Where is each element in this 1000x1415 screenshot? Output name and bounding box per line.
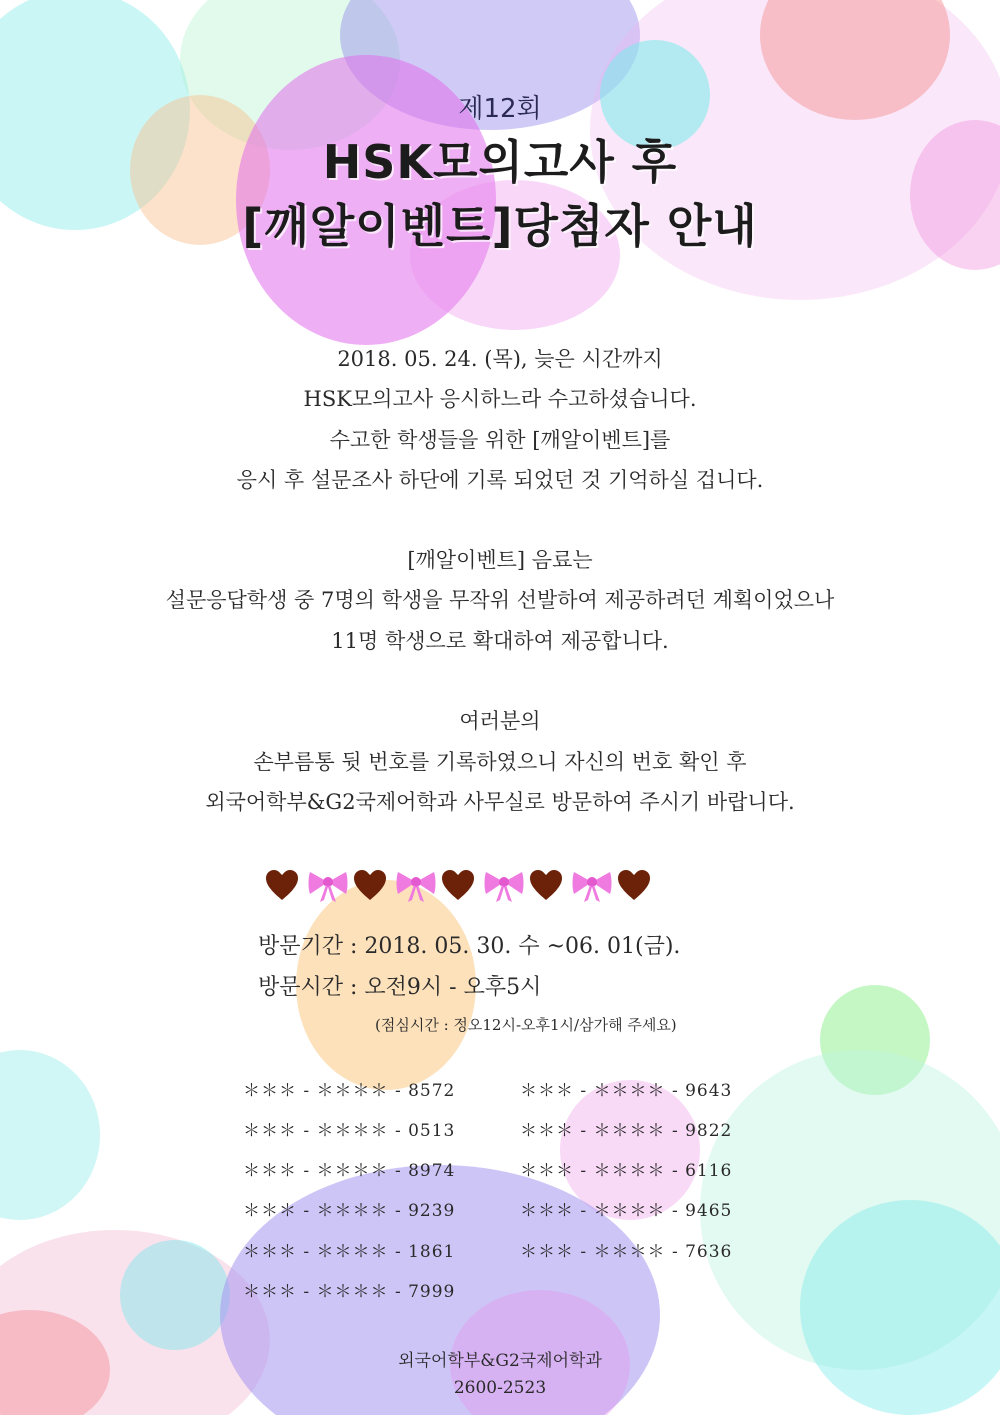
body-line: HSK모의고사 응시하느라 수고하셨습니다. <box>303 387 697 411</box>
visit-period: 방문기간 : 2018. 05. 30. 수 ~06. 01(금). <box>258 934 681 959</box>
winner-number: ＊＊＊ - ＊＊＊＊ - 7999 <box>243 1282 456 1302</box>
winner-number: ＊＊＊ - ＊＊＊＊ - 1861 <box>243 1242 456 1262</box>
body-line: [깨알이벤트] 음료는 <box>407 548 593 572</box>
body-line: 여러분의 <box>459 709 541 733</box>
winner-number: ＊＊＊ - ＊＊＊＊ - 8974 <box>243 1161 456 1181</box>
ribbon-icon <box>573 872 612 902</box>
heart-icon <box>530 870 562 900</box>
body-line: 수고한 학생들을 위한 [깨알이벤트]를 <box>329 428 671 452</box>
lunch-notice: (점심시간 : 정오12시-오후1시/삼가해 주세요) <box>375 1016 677 1034</box>
body-line: 응시 후 설문조사 하단에 기록 되었던 것 기억하실 겁니다. <box>236 468 764 492</box>
footer-phone: 2600-2523 <box>453 1378 547 1398</box>
heart-icon <box>442 870 474 900</box>
ribbon-icon <box>309 872 348 902</box>
winner-number: ＊＊＊ - ＊＊＊＊ - 0513 <box>243 1121 456 1141</box>
footer-department: 외국어학부&G2국제어학과 <box>398 1351 602 1371</box>
winner-number: ＊＊＊ - ＊＊＊＊ - 7636 <box>520 1242 733 1262</box>
body-line: 11명 학생으로 확대하여 제공합니다. <box>331 629 669 653</box>
body-line: 2018. 05. 24. (목), 늦은 시간까지 <box>337 347 663 371</box>
heart-icon <box>354 870 386 900</box>
page-title-line1: HSK모의고사 후 <box>322 135 678 189</box>
body-line: 손부름통 뒷 번호를 기록하였으니 자신의 번호 확인 후 <box>253 750 747 774</box>
winner-number: ＊＊＊ - ＊＊＊＊ - 8572 <box>243 1081 456 1101</box>
body-line: 외국어학부&G2국제어학과 사무실로 방문하여 주시기 바랍니다. <box>205 790 795 814</box>
page-title-line2: [깨알이벤트]당첨자 안내 <box>242 199 758 253</box>
visit-hours: 방문시간 : 오전9시 - 오후5시 <box>258 975 542 1000</box>
winner-number: ＊＊＊ - ＊＊＊＊ - 9465 <box>520 1201 733 1221</box>
heart-icon <box>618 870 650 900</box>
winner-number: ＊＊＊ - ＊＊＊＊ - 6116 <box>520 1161 733 1181</box>
winner-number: ＊＊＊ - ＊＊＊＊ - 9239 <box>243 1201 456 1221</box>
winner-number: ＊＊＊ - ＊＊＊＊ - 9822 <box>520 1121 733 1141</box>
body-line: 설문응답학생 중 7명의 학생을 무작위 선발하여 제공하려던 계획이었으나 <box>165 588 835 612</box>
hearts-ribbons-divider <box>262 866 662 904</box>
ribbon-icon <box>485 872 524 902</box>
heart-icon <box>266 870 298 900</box>
event-edition: 제12회 <box>458 94 542 124</box>
winner-number: ＊＊＊ - ＊＊＊＊ - 9643 <box>520 1081 733 1101</box>
ribbon-icon <box>397 872 436 902</box>
